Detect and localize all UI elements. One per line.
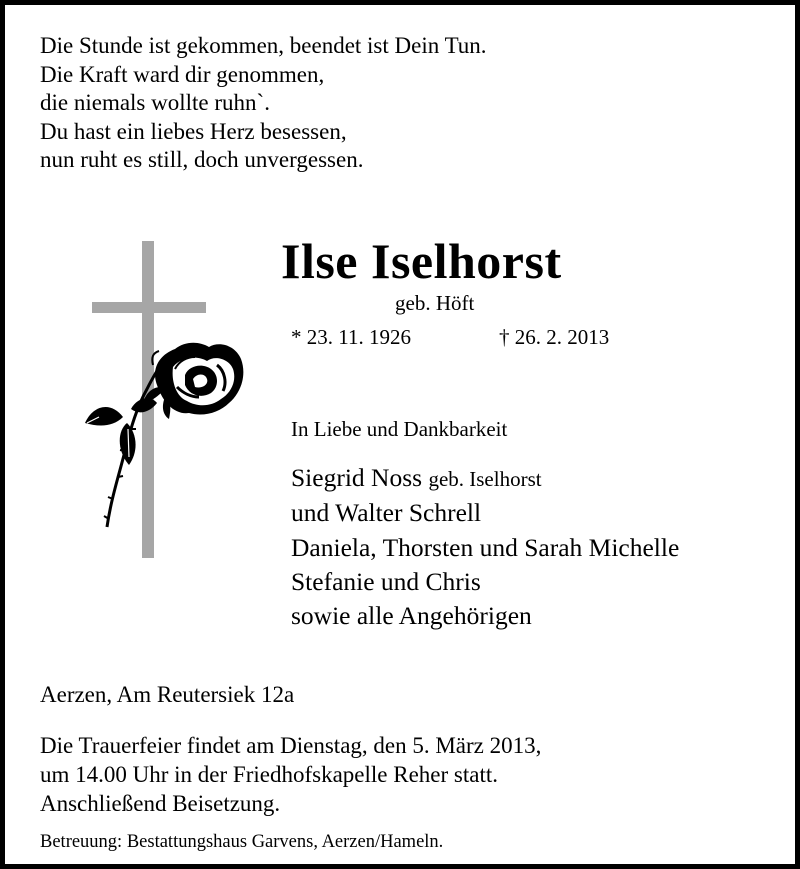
memorial-poem <box>40 32 487 175</box>
poem-line: die niemals wollte ruhn`. <box>40 90 270 115</box>
maiden-name: geb. Höft <box>395 291 475 315</box>
mourner-line: sowie alle Angehörigen <box>291 601 532 631</box>
poem-line: Du hast ein liebes Herz besessen, <box>40 118 347 144</box>
mourner-maiden-name: geb. Iselhorst <box>428 467 542 491</box>
deceased-name: Ilse Iselhorst <box>281 233 562 289</box>
poem-line: Die Kraft ward dir genommen, <box>40 61 325 87</box>
mourner-line <box>291 461 679 496</box>
mourner-line: Stefanie und Chris <box>291 566 481 596</box>
mourner-name: Siegrid Noss <box>291 463 423 492</box>
rose-icon <box>85 343 243 527</box>
ceremony-info <box>40 731 541 818</box>
mourners-list <box>291 461 679 633</box>
mourner-line: und Walter Schrell <box>291 498 482 528</box>
poem-line: nun ruht es still, doch unvergessen. <box>40 147 364 172</box>
mourner-line: Daniela, Thorsten und Sarah Michelle <box>291 532 680 562</box>
cross-with-rose-art <box>81 237 249 563</box>
birth-date: * 23. 11. 1926 <box>291 325 411 349</box>
dedication: In Liebe und Dankbarkeit <box>291 417 508 441</box>
ceremony-line: um 14.00 Uhr in der Friedhofskapelle Reher statt. <box>40 762 498 787</box>
ceremony-line: Anschließend Beisetzung. <box>40 791 281 816</box>
funeral-home-credit: Betreuung: Bestattungshaus Garvens, Aerzen/Hameln. <box>40 832 444 852</box>
ceremony-line: Die Trauerfeier findet am Dienstag, den 5. März 2013, <box>40 733 542 758</box>
poem-line: Die Stunde ist gekommen, beendet ist Dein Tun. <box>40 33 487 58</box>
family-address: Aerzen, Am Reutersiek 12a <box>40 682 295 707</box>
death-date: † 26. 2. 2013 <box>499 325 610 349</box>
